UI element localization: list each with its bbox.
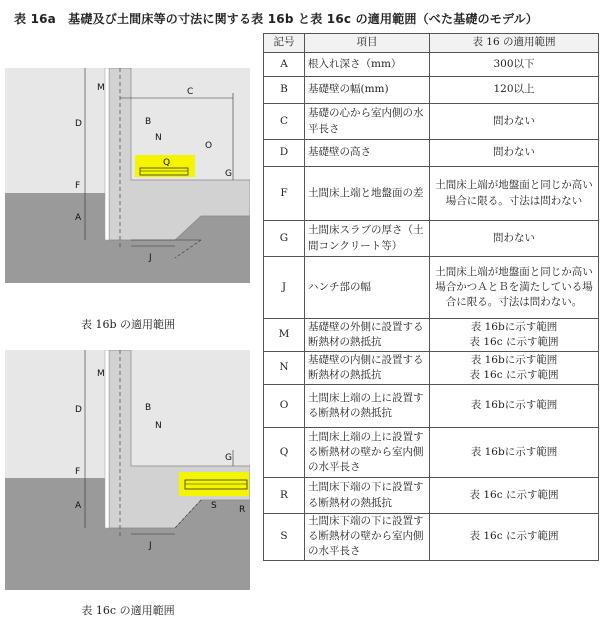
header-scope: 表 16 の適用範囲	[430, 34, 599, 53]
label-G: G	[225, 453, 232, 463]
row-item: 土間床上端の上に設置する断熱材の壁から室内側の水平長さ	[305, 428, 430, 478]
label-F: F	[75, 467, 81, 477]
label-B: B	[145, 117, 152, 127]
row-symbol: D	[264, 140, 305, 167]
table-row	[264, 352, 599, 385]
caption-16b: 表 16b の適用範囲	[80, 318, 176, 331]
row-item: 土間床下端の下に設置する断熱材の熱抵抗	[305, 478, 430, 514]
row-item: 土間床スラブの厚さ（土間コンクリート等）	[305, 221, 430, 257]
row-symbol: G	[264, 221, 305, 257]
label-F: F	[75, 181, 81, 191]
table-row	[264, 257, 599, 319]
row-item: 基礎壁の外側に設置する断熱材の熱抵抗	[305, 319, 430, 352]
table-row	[264, 77, 599, 104]
label-B: B	[145, 403, 152, 413]
table-header-row	[264, 34, 599, 53]
table-row	[264, 167, 599, 221]
row-item: ハンチ部の幅	[305, 257, 430, 319]
table-row	[264, 140, 599, 167]
row-symbol: J	[264, 257, 305, 319]
label-M: M	[97, 369, 105, 379]
row-symbol: N	[264, 352, 305, 385]
row-scope: 300以下	[430, 53, 599, 77]
label-C: C	[187, 87, 194, 97]
label-S: S	[211, 501, 217, 511]
label-D: D	[75, 405, 82, 415]
row-scope: 表 16c に示す範囲	[430, 514, 599, 561]
label-J: J	[149, 541, 152, 551]
row-symbol: O	[264, 385, 305, 428]
label-D: D	[75, 119, 82, 129]
row-item: 基礎壁の幅(mm)	[305, 77, 430, 104]
scope-table	[263, 33, 599, 561]
row-symbol: C	[264, 104, 305, 140]
document-title: 表 16a 基礎及び土間床等の寸法に関する表 16b と表 16c の適用範囲（べた基礎のモデル）	[14, 12, 538, 26]
label-Q: Q	[163, 158, 171, 168]
row-scope: 120以上	[430, 77, 599, 104]
row-scope: 問わない	[430, 104, 599, 140]
table-row	[264, 514, 599, 561]
table-row	[264, 478, 599, 514]
row-scope: 表 16bに示す範囲 表 16c に示す範囲	[430, 352, 599, 385]
label-A: A	[75, 213, 82, 223]
label-J: J	[149, 253, 152, 263]
table-row	[264, 104, 599, 140]
row-item: 土間床上端の上に設置する断熱材の熱抵抗	[305, 385, 430, 428]
row-symbol: M	[264, 319, 305, 352]
row-item: 土間床上端と地盤面の差	[305, 167, 430, 221]
label-M: M	[97, 83, 105, 93]
label-N: N	[155, 133, 162, 143]
table-row	[264, 221, 599, 257]
diagram-16b	[5, 68, 250, 283]
table-row	[264, 428, 599, 478]
row-scope: 表 16bに示す範囲	[430, 428, 599, 478]
row-symbol: B	[264, 77, 305, 104]
table-row	[264, 53, 599, 77]
row-scope: 表 16bに示す範囲	[430, 385, 599, 428]
header-item: 項目	[305, 34, 430, 53]
row-symbol: F	[264, 167, 305, 221]
row-item: 基礎壁の内側に設置する断熱材の熱抵抗	[305, 352, 430, 385]
caption-16c: 表 16c の適用範囲	[81, 604, 175, 617]
diagram-16c	[5, 350, 250, 590]
row-item: 土間床下端の下に設置する断熱材の壁から室内側の水平長さ	[305, 514, 430, 561]
row-symbol: A	[264, 53, 305, 77]
row-scope: 問わない	[430, 221, 599, 257]
row-item: 基礎壁の高さ	[305, 140, 430, 167]
row-symbol: R	[264, 478, 305, 514]
table-row	[264, 319, 599, 352]
row-scope: 土間床上端が地盤面と同じか高い場合かつＡとＢを満たしている場合に限る。寸法は問わない。	[430, 257, 599, 319]
row-scope: 土間床上端が地盤面と同じか高い場合に限る。寸法は問わない	[430, 167, 599, 221]
row-scope: 表 16bに示す範囲 表 16c に示す範囲	[430, 319, 599, 352]
row-scope: 表 16c に示す範囲	[430, 478, 599, 514]
row-scope: 問わない	[430, 140, 599, 167]
label-N: N	[155, 421, 162, 431]
label-R: R	[239, 505, 246, 515]
row-item: 根入れ深さ（mm）	[305, 53, 430, 77]
row-symbol: Q	[264, 428, 305, 478]
table-row	[264, 385, 599, 428]
label-A: A	[75, 501, 82, 511]
row-symbol: S	[264, 514, 305, 561]
row-item: 基礎の心から室内側の水平長さ	[305, 104, 430, 140]
label-O: O	[205, 141, 213, 151]
header-symbol: 記号	[264, 34, 305, 53]
label-G: G	[225, 169, 232, 179]
